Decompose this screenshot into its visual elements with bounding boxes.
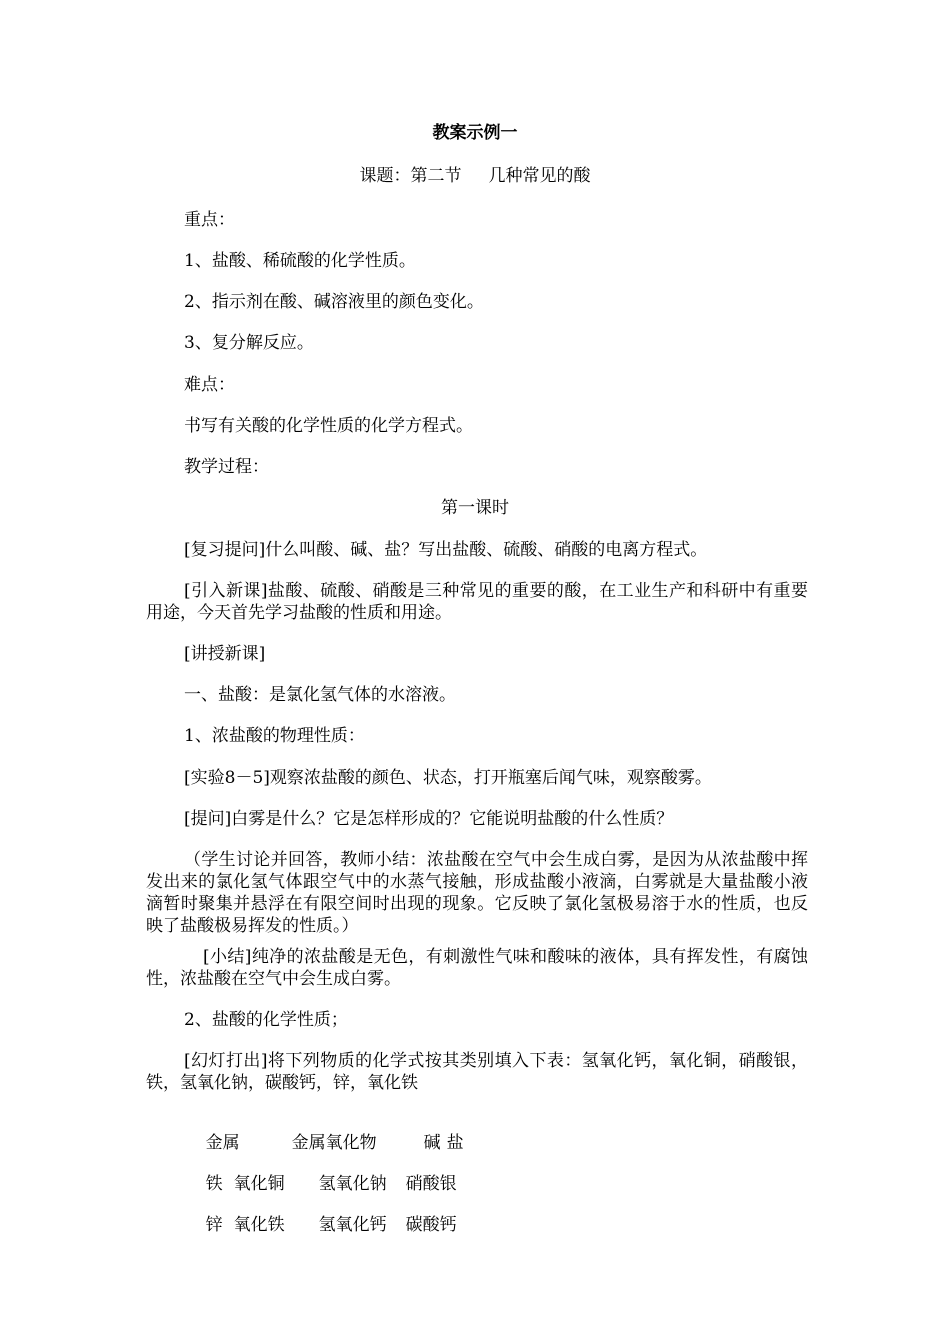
table-cell: 氢氧化钠 xyxy=(318,1174,387,1194)
question-text: [提问]白雾是什么？它是怎样形成的？它能说明盐酸的什么性质？ xyxy=(184,809,674,829)
table-cell: 碳酸钙 xyxy=(405,1215,457,1235)
table-cell: 氢氧化钙 xyxy=(318,1215,387,1235)
difficulty-heading: 难点： xyxy=(184,375,235,395)
table-cell: 硝酸银 xyxy=(405,1174,457,1194)
lesson-heading: 第一课时 xyxy=(441,498,509,518)
table-cell: 氧化铁 xyxy=(233,1215,285,1235)
difficulty-text: 书写有关酸的化学性质的化学方程式。 xyxy=(184,416,473,436)
subsection-heading: 2、盐酸的化学性质； xyxy=(184,1010,348,1030)
subsection-heading: 1、浓盐酸的物理性质： xyxy=(184,726,365,746)
discussion-paragraph: （学生讨论并回答，教师小结：浓盐酸在空气中会生成白雾，是因为从浓盐酸中挥发出来的氯化氢气体跟空气中的水蒸气接触，形成盐酸小液滴，白雾就是大量盐酸小液滴暂时聚集并悬浮在有限空间时出现的现象。它反映了氯化氢极易溶于水的性质，也反映了盐酸极易挥发的性质。） xyxy=(146,850,808,936)
slide-paragraph: [幻灯打出]将下列物质的化学式按其类别填入下表：氢氧化钙，氧化铜，硝酸银，铁，氢氧化钠，碳酸钙，锌，氧化铁 xyxy=(146,1051,808,1093)
summary-paragraph: [小结]纯净的浓盐酸是无色，有刺激性气味和酸味的液体，具有挥发性，有腐蚀性，浓盐酸在空气中会生成白雾。 xyxy=(146,947,808,989)
process-heading: 教学过程： xyxy=(184,457,269,477)
section-heading: 一、盐酸：是氯化氢气体的水溶液。 xyxy=(184,685,456,705)
table-header-cell: 金属氧化物 xyxy=(291,1133,377,1153)
lecture-label: [讲授新课] xyxy=(184,644,266,664)
table-cell: 锌 xyxy=(205,1215,223,1235)
table-header-cell: 金属 xyxy=(205,1133,240,1153)
intro-paragraph: [引入新课]盐酸、硫酸、硝酸是三种常见的重要的酸，在工业生产和科研中有重要用途，今天首先学习盐酸的性质和用途。 xyxy=(146,581,808,623)
document-title: 教案示例一 xyxy=(432,123,518,143)
key-points-heading: 重点： xyxy=(184,210,235,230)
key-point-item: 3、复分解反应。 xyxy=(184,333,314,353)
table-header-cell: 碱 xyxy=(423,1133,441,1153)
key-point-item: 1、盐酸、稀硫酸的化学性质。 xyxy=(184,251,416,271)
table-header-cell: 盐 xyxy=(446,1133,464,1153)
experiment-text: [实验8－5]观察浓盐酸的颜色、状态，打开瓶塞后闻气味，观察酸雾。 xyxy=(184,768,712,788)
table-cell: 氧化铜 xyxy=(233,1174,285,1194)
table-cell: 铁 xyxy=(205,1174,223,1194)
table-row xyxy=(184,1192,457,1258)
key-point-item: 2、指示剂在酸、碱溶液里的颜色变化。 xyxy=(184,292,484,312)
review-question: [复习提问]什么叫酸、碱、盐？写出盐酸、硫酸、硝酸的电离方程式。 xyxy=(184,540,708,560)
lesson-subject: 课题：第二节 几种常见的酸 xyxy=(359,166,591,186)
